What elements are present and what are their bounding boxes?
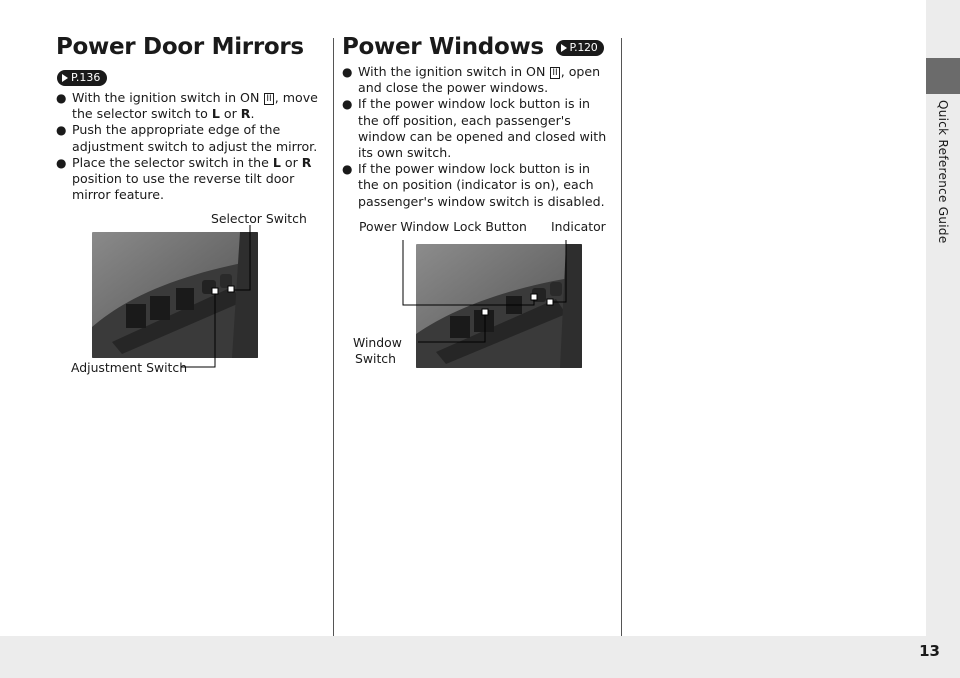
section-title-mirrors: Power Door Mirrors bbox=[56, 34, 304, 60]
list-item: ● With the ignition switch in ON II , move the selector switch to L or R. bbox=[56, 90, 326, 122]
windows-bullet-list bbox=[342, 64, 614, 210]
arrow-icon bbox=[561, 44, 567, 52]
label-window-switch-line2: Switch bbox=[355, 351, 396, 366]
page-number: 13 bbox=[919, 642, 940, 660]
side-tab-label: Quick Reference Guide bbox=[936, 100, 950, 244]
label-window-switch-line1: Window bbox=[353, 335, 402, 350]
list-item: ● If the power window lock button is in the off position, each passenger's window can be opened and closed with its own switch. bbox=[342, 96, 614, 161]
section-title-windows: Power Windows P.120 bbox=[342, 34, 604, 60]
mirrors-bullet-list bbox=[56, 90, 326, 203]
label-power-window-lock-button: Power Window Lock Button bbox=[359, 219, 527, 234]
list-item: ● With the ignition switch in ON II , open and close the power windows. bbox=[342, 64, 614, 96]
column-divider bbox=[333, 38, 334, 636]
list-item: ● Push the appropriate edge of the adjustment switch to adjust the mirror. bbox=[56, 122, 326, 154]
label-adjustment-switch: Adjustment Switch bbox=[71, 360, 188, 375]
mirror-leader-lines bbox=[180, 225, 260, 375]
list-item: ● Place the selector switch in the L or R position to use the reverse tilt door mirror feature. bbox=[56, 155, 326, 204]
list-item: ● If the power window lock button is in the on position (indicator is on), each passenger's window switch is disabled. bbox=[342, 161, 614, 210]
side-tab-marker bbox=[926, 58, 960, 94]
window-leader-lines bbox=[380, 232, 580, 352]
page-ref-windows[interactable]: P.120 bbox=[556, 40, 605, 56]
bottom-bar bbox=[0, 636, 926, 678]
page-ref-mirrors[interactable]: P.136 bbox=[57, 67, 107, 86]
label-selector-switch: Selector Switch bbox=[211, 211, 307, 226]
column-divider bbox=[621, 38, 622, 636]
arrow-icon bbox=[62, 74, 68, 82]
label-indicator: Indicator bbox=[551, 219, 606, 234]
